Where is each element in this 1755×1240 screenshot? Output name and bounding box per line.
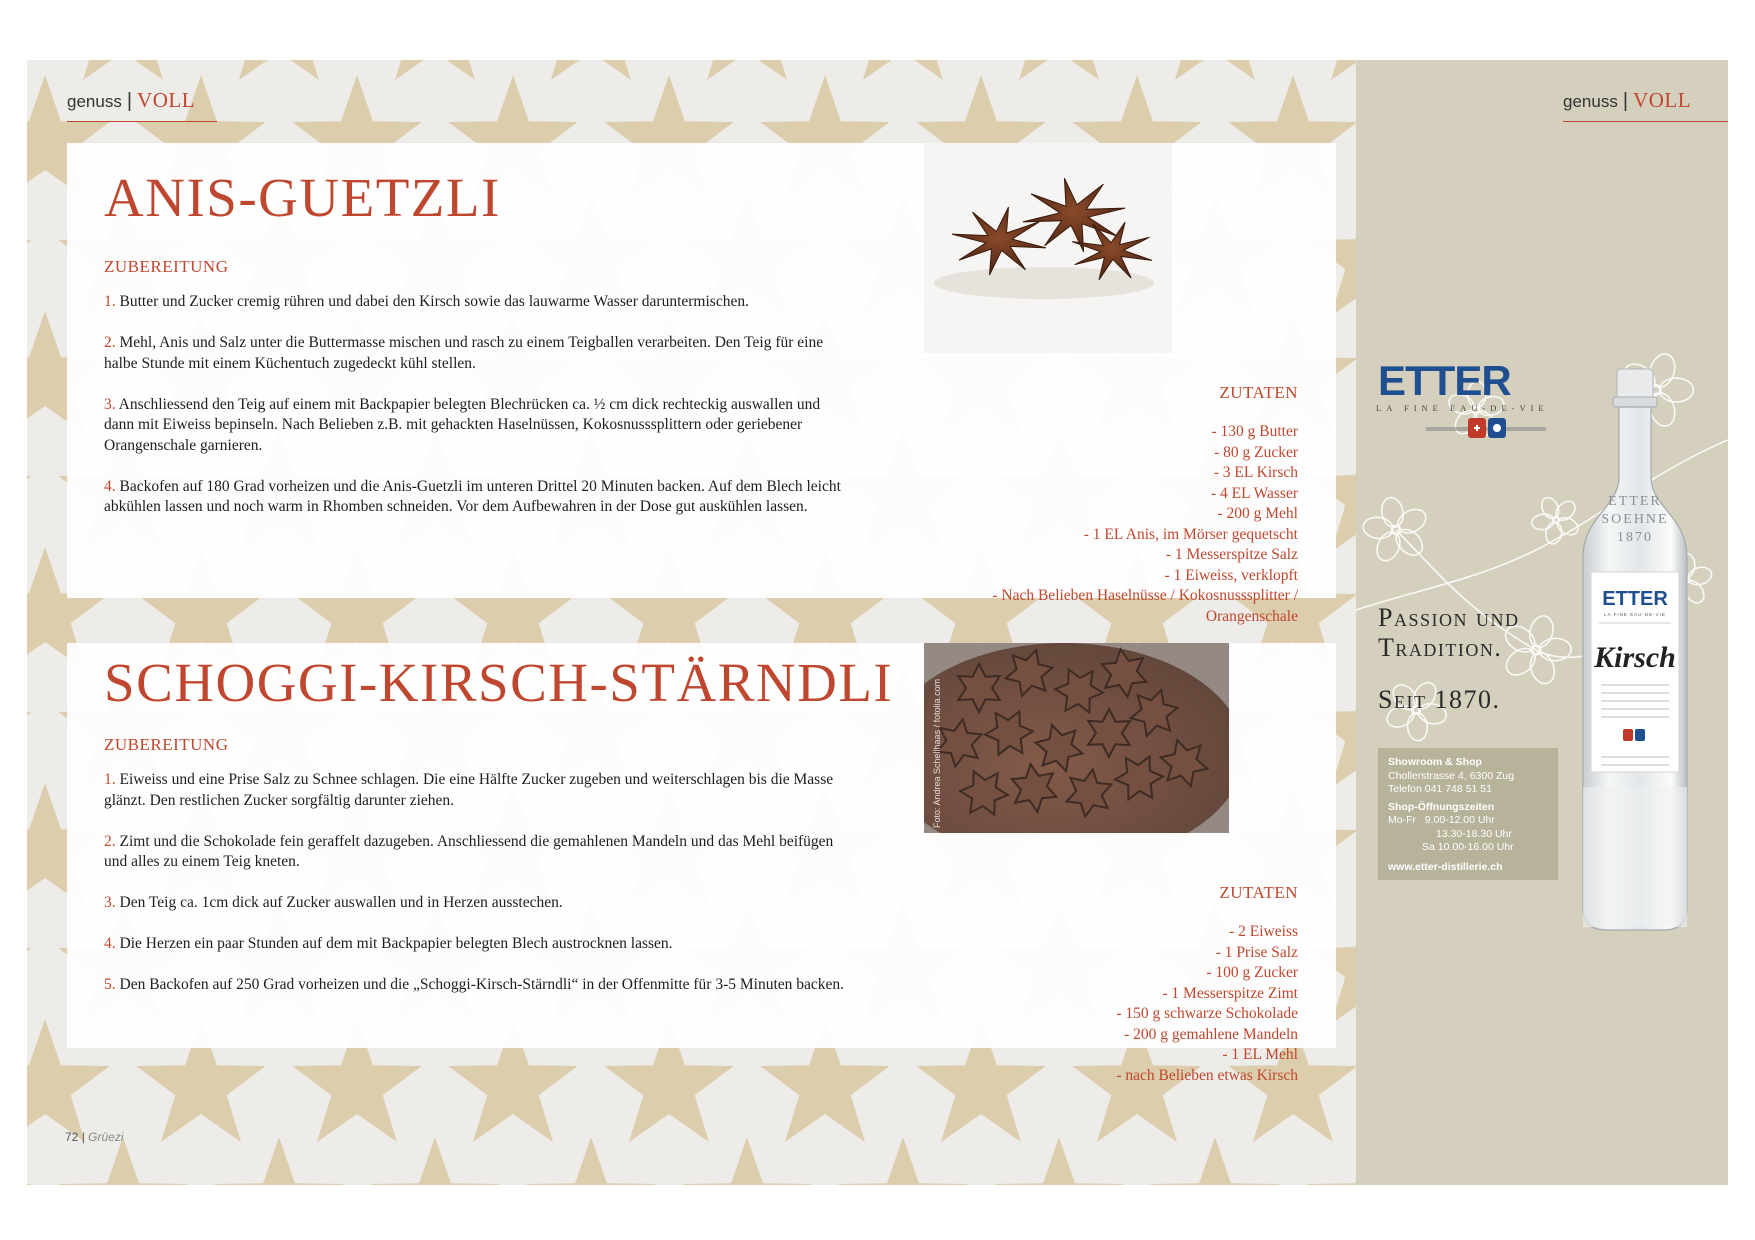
blossom-petal — [1406, 712, 1428, 742]
step-item — [104, 975, 846, 996]
header-section: genuss — [1563, 92, 1618, 111]
background-star — [1306, 60, 1356, 80]
etter-logo: ETTER — [1378, 357, 1511, 404]
header-section: genuss — [67, 92, 122, 111]
bottle-brand: ETTER — [1602, 588, 1668, 610]
header-magazine: VOLL — [137, 88, 196, 112]
svg-text:SOEHNE: SOEHNE — [1601, 512, 1669, 527]
background-star — [27, 429, 32, 552]
ingredient-item: - 1 Prise Salz — [1215, 943, 1298, 961]
step-item — [104, 832, 846, 873]
ingredient-item: - nach Belieben etwas Kirsch — [1116, 1066, 1298, 1084]
recipe-title: ANIS-GUETZLI — [104, 167, 501, 228]
background-star — [370, 1137, 499, 1185]
background-star — [838, 60, 967, 80]
background-star — [214, 60, 343, 80]
header-separator: | — [1622, 90, 1629, 112]
ingredient-item: - 1 Eiweiss, verklopft — [1164, 566, 1298, 584]
ad-slogan-line-3: Seit 1870. — [1378, 685, 1501, 714]
etter-tagline: LA FINE EAU-DE-VIE — [1376, 403, 1549, 413]
svg-text:ETTER: ETTER — [1608, 494, 1662, 509]
hours-saturday: Sa 10.00-16.00 Uhr — [1422, 841, 1514, 853]
background-star — [682, 1137, 811, 1185]
blossom-petal — [1531, 513, 1555, 531]
ad-slogan-line-1: Passion und — [1378, 603, 1520, 632]
recipe-panel-schoggi — [67, 643, 1336, 1084]
preparation-steps — [104, 292, 846, 538]
background-star — [370, 60, 499, 80]
footer-separator: | — [81, 1130, 85, 1144]
background-star — [1150, 1137, 1279, 1185]
svg-text:LA FINE EAU-DE-VIE: LA FINE EAU-DE-VIE — [1604, 612, 1666, 617]
background-star — [1150, 60, 1279, 80]
step-text: Zimt und die Schokolade fein geraffelt dazugeben. Anschliessend die gemahlenen Mandeln und das Mehl beifügen und alles zu einem Teig kneten. — [104, 832, 834, 870]
step-text: Eiweiss und eine Prise Salz zu Schnee schlagen. Die eine Hälfte Zucker zugeben und weiterschlagen bis die Masse glänzt. Den restlichen Zucker sorgfältig darunter ziehen. — [104, 771, 834, 809]
etter-advertisement — [1356, 60, 1728, 1185]
bottle-icon — [1577, 367, 1693, 934]
hours-weekday: Mo-Fr 9.00-12.00 Uhr — [1388, 814, 1495, 826]
ingredients-list — [1116, 922, 1298, 1086]
page-number: 72 — [65, 1130, 79, 1144]
ingredients-list — [992, 422, 1298, 627]
step-number: 1. — [104, 293, 116, 310]
background-star — [27, 901, 32, 1024]
photo-credit: Foto: Andrea Schellhaas / fotolia.com — [932, 678, 942, 828]
step-number: 4. — [104, 935, 116, 952]
background-star — [27, 1137, 32, 1185]
background-star — [526, 60, 655, 80]
step-text: Mehl, Anis und Salz unter die Buttermasse mischen und rasch zu einem Teigballen verarbeiten. Den Teig für eine halbe Stunde mit einem Küchentuch zugedeckt kühl stellen. — [104, 334, 824, 372]
ingredient-item: - 150 g schwarze Schokolade — [1116, 1005, 1298, 1022]
step-item — [104, 333, 846, 374]
ingredient-item: - 4 EL Wasser — [1211, 484, 1298, 502]
background-star — [27, 60, 32, 80]
step-number: 5. — [104, 976, 116, 993]
background-star — [1306, 1137, 1356, 1185]
ingredient-item: - Nach Belieben Haselnüsse / Kokosnusssplitter / — [992, 587, 1298, 604]
recipe-panel-anis — [67, 143, 1336, 625]
preparation-heading: ZUBEREITUNG — [104, 735, 229, 754]
shop-address: Chollerstrasse 4, 6300 Zug — [1388, 769, 1515, 782]
background-star — [214, 1137, 343, 1185]
header-rule — [1563, 121, 1728, 122]
star-anise-icon — [924, 143, 1172, 353]
background-star — [682, 60, 811, 80]
page-header — [67, 88, 217, 122]
ingredient-item: Orangenschale — [1205, 607, 1298, 625]
star-cookies-icon — [924, 643, 1229, 833]
page-header — [1563, 88, 1728, 122]
ingredient-item: - 80 g Zucker — [1214, 443, 1298, 461]
background-star — [526, 1137, 655, 1185]
background-star — [27, 665, 32, 788]
kirsch-bottle — [1577, 367, 1693, 934]
step-text: Den Backofen auf 250 Grad vorheizen und die „Schoggi-Kirsch-Stärndli“ in der Offenmitte für 3-5 Minuten backen. — [119, 976, 845, 993]
step-item — [104, 477, 846, 518]
step-text: Butter und Zucker cremig rühren und dabei den Kirsch sowie das lauwarme Wasser daruntermischen. — [119, 293, 749, 310]
swiss-crest-icon — [1426, 416, 1546, 442]
header-rule — [67, 121, 217, 122]
ingredient-item: - 2 Eiweiss — [1229, 923, 1298, 940]
preparation-steps — [104, 770, 846, 1016]
step-item — [104, 770, 846, 811]
ingredients-heading: ZUTATEN — [1219, 383, 1298, 402]
background-star — [58, 60, 187, 80]
ingredient-item: - 200 g gemahlene Mandeln — [1124, 1025, 1298, 1043]
ingredient-item: - 100 g Zucker — [1206, 964, 1298, 981]
shop-website: www.etter-distillerie.ch — [1388, 860, 1503, 873]
ingredient-item: - 130 g Butter — [1211, 423, 1298, 440]
background-star — [838, 1137, 967, 1185]
star-anise-pod — [952, 207, 1046, 275]
ingredient-item: - 3 EL Kirsch — [1213, 464, 1298, 481]
star-anise-photo — [924, 143, 1172, 353]
blossom-petal — [1552, 498, 1579, 524]
showroom-heading: Showroom & Shop — [1388, 756, 1482, 768]
ingredient-item: - 200 g Mehl — [1217, 505, 1298, 522]
background-star — [27, 193, 32, 316]
cookie-dough-photo — [924, 643, 1229, 833]
step-text: Anschliessend den Teig auf einem mit Backpapier belegten Blechrücken ca. ½ cm dick rechteckig auswallen und dann mit Eiweiss bepinseln. Nach Belieben z.B. mit gehackten Haselnüssen, Kokosnusssplittern oder geriebener Orangenschale garnieren. — [104, 395, 821, 454]
ingredient-item: - 1 Messerspitze Zimt — [1162, 984, 1298, 1002]
step-item — [104, 893, 846, 914]
step-text: Die Herzen ein paar Stunden auf dem mit Backpapier belegten Blech austrocknen lassen. — [119, 935, 673, 952]
step-number: 1. — [104, 771, 116, 788]
recipe-title: SCHOGGI-KIRSCH-STÄRNDLI — [104, 652, 894, 713]
bottle-label: Kirsch — [1594, 641, 1676, 674]
shop-info-box — [1378, 748, 1558, 880]
ingredient-item: - 1 Messerspitze Salz — [1165, 546, 1298, 563]
step-number: 2. — [104, 832, 116, 850]
step-number: 4. — [104, 477, 116, 495]
ingredients-heading: ZUTATEN — [1219, 883, 1298, 902]
page-footer — [65, 1130, 124, 1144]
step-number: 2. — [104, 334, 116, 351]
step-item — [104, 395, 846, 457]
ingredient-item: - 1 EL Mehl — [1222, 1046, 1298, 1063]
header-magazine: VOLL — [1633, 88, 1692, 112]
step-item — [104, 934, 846, 955]
svg-text:1870: 1870 — [1617, 530, 1653, 545]
recipe-page — [27, 60, 1356, 1185]
step-item — [104, 292, 846, 313]
header-separator: | — [126, 90, 133, 112]
background-star — [994, 60, 1123, 80]
background-star — [994, 1137, 1123, 1185]
footer-magazine: Grüezi — [88, 1130, 124, 1144]
step-text: Backofen auf 180 Grad vorheizen und die Anis-Guetzli im unteren Drittel 20 Minuten backen. Auf dem Blech leicht abkühlen lassen und noch warm in Rhomben schneiden. Vor dem Aufbewahren in der Dose gut auskühlen lassen. — [104, 477, 841, 515]
ad-slogan-line-2: Tradition. — [1378, 633, 1503, 662]
ingredient-item: - 1 EL Anis, im Mörser gequetscht — [1083, 525, 1298, 543]
hours-weekday-afternoon: 13.30-18.30 Uhr — [1436, 827, 1512, 840]
step-number: 3. — [104, 894, 116, 911]
shop-phone: Telefon 041 748 51 51 — [1388, 783, 1492, 795]
hours-heading: Shop-Öffnungszeiten — [1388, 800, 1495, 813]
preparation-heading: ZUBEREITUNG — [104, 257, 229, 276]
step-number: 3. — [104, 395, 116, 413]
blossom-petal — [1362, 516, 1394, 540]
background-star — [58, 1137, 187, 1185]
step-text: Den Teig ca. 1cm dick auf Zucker auswallen und in Herzen ausstechen. — [119, 894, 563, 911]
